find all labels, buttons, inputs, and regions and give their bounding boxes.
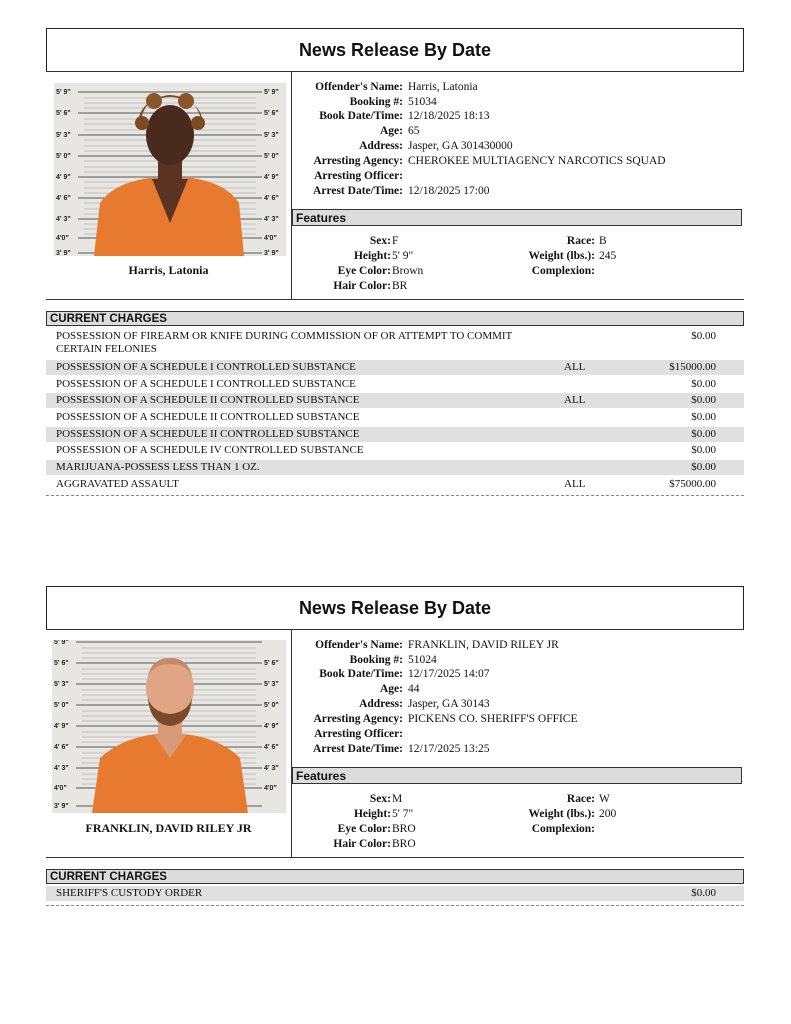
height-mark: 5' 0" <box>54 702 69 709</box>
agency-value: PICKENS CO. SHERIFF'S OFFICE <box>408 713 578 725</box>
charge-bond: $0.00 <box>691 330 716 342</box>
race-value: W <box>599 793 610 805</box>
race-label: Race: <box>566 235 595 247</box>
height-mark: 4' 6" <box>264 195 279 202</box>
offender-name-label: Offender's Name: <box>315 639 403 651</box>
weight-value: 245 <box>599 250 617 262</box>
agency-value: CHEROKEE MULTIAGENCY NARCOTICS SQUAD <box>408 155 666 167</box>
eye-color-value: BRO <box>392 823 416 835</box>
height-mark: 3' 9" <box>54 803 69 810</box>
height-mark: 5' 3" <box>264 132 279 139</box>
charge-row <box>46 330 744 358</box>
charge-condition: ALL <box>564 394 586 406</box>
hair-color-label: Hair Color: <box>333 280 391 292</box>
booking-label: Booking #: <box>349 96 403 108</box>
height-mark: 5' 6" <box>56 110 71 117</box>
officer-label: Arresting Officer: <box>314 170 403 182</box>
charge-row <box>46 886 744 901</box>
mugshot-photo <box>52 640 286 813</box>
height-mark: 5' 9" <box>264 89 279 96</box>
mugshot-photo <box>54 83 286 256</box>
arrest-datetime-label: Arrest Date/Time: <box>313 743 403 755</box>
charge-description: POSSESSION OF A SCHEDULE IV CONTROLLED SUBSTANCE <box>56 444 364 456</box>
book-datetime-value: 12/18/2025 18:13 <box>408 110 490 122</box>
height-mark: 5' 0" <box>264 702 279 709</box>
book-datetime-label: Book Date/Time: <box>319 110 403 122</box>
eye-color-label: Eye Color: <box>337 823 391 835</box>
charge-condition: ALL <box>564 361 586 373</box>
charge-description: POSSESSION OF A SCHEDULE II CONTROLLED SUBSTANCE <box>56 394 360 406</box>
arrest-datetime-label: Arrest Date/Time: <box>313 185 403 197</box>
charge-description: POSSESSION OF A SCHEDULE I CONTROLLED SUBSTANCE <box>56 361 356 373</box>
charge-row <box>46 427 744 442</box>
height-mark: 4' 6" <box>264 744 279 751</box>
age-value: 44 <box>408 683 420 695</box>
agency-label: Arresting Agency: <box>313 155 403 167</box>
offender-name-value: FRANKLIN, DAVID RILEY JR <box>408 639 559 651</box>
hair-color-label: Hair Color: <box>333 838 391 850</box>
charge-bond: $0.00 <box>691 461 716 473</box>
height-value: 5' 9" <box>392 250 414 262</box>
charge-bond: $15000.00 <box>669 361 716 373</box>
height-label: Height: <box>353 808 391 820</box>
record-separator <box>46 495 744 496</box>
height-mark: 4'0" <box>264 235 277 242</box>
hair-color-value: BR <box>392 280 408 292</box>
charge-bond: $0.00 <box>691 378 716 390</box>
height-mark: 4' 6" <box>54 744 69 751</box>
booking-value: 51034 <box>408 96 437 108</box>
address-value: Jasper, GA 301430000 <box>408 140 513 152</box>
charge-bond: $0.00 <box>691 411 716 423</box>
sex-label: Sex: <box>369 235 391 247</box>
record-title: News Release By Date <box>46 586 744 630</box>
book-datetime-label: Book Date/Time: <box>319 668 403 680</box>
charge-bond: $0.00 <box>691 394 716 406</box>
sex-value: M <box>392 793 403 805</box>
charge-bond: $0.00 <box>691 428 716 440</box>
height-mark: 5' 6" <box>54 660 69 667</box>
height-mark: 5' 9" <box>54 640 69 646</box>
charge-row <box>46 360 744 375</box>
height-mark: 4' 6" <box>56 195 71 202</box>
age-label: Age: <box>380 683 403 695</box>
eye-color-label: Eye Color: <box>337 265 391 277</box>
charge-condition: ALL <box>564 478 586 490</box>
charge-row <box>46 460 744 475</box>
height-mark: 5' 3" <box>264 681 279 688</box>
race-label: Race: <box>566 793 595 805</box>
offender-name-value: Harris, Latonia <box>408 81 478 93</box>
height-mark: 4' 9" <box>56 174 71 181</box>
charge-description: POSSESSION OF A SCHEDULE II CONTROLLED SUBSTANCE <box>56 428 360 440</box>
features-header: Features <box>292 767 742 784</box>
address-label: Address: <box>359 698 403 710</box>
hair-color-value: BRO <box>392 838 416 850</box>
charge-row <box>46 393 744 408</box>
charge-row <box>46 377 744 392</box>
features-header: Features <box>292 209 742 226</box>
height-mark: 5' 9" <box>56 89 71 96</box>
record-title: News Release By Date <box>46 28 744 72</box>
height-mark: 5' 3" <box>56 132 71 139</box>
charge-bond: $0.00 <box>691 444 716 456</box>
eye-color-value: Brown <box>392 265 424 277</box>
address-value: Jasper, GA 30143 <box>408 698 490 710</box>
charge-row <box>46 443 744 458</box>
weight-label: Weight (lbs.): <box>528 250 595 262</box>
record-franklin <box>46 586 744 911</box>
weight-value: 200 <box>599 808 617 820</box>
charge-bond: $0.00 <box>691 887 716 899</box>
sex-label: Sex: <box>369 793 391 805</box>
mugshot-caption: Harris, Latonia <box>128 263 209 277</box>
charge-row <box>46 410 744 425</box>
height-mark: 4' 9" <box>264 723 279 730</box>
height-mark: 4' 3" <box>264 765 279 772</box>
charge-row <box>46 477 744 492</box>
race-value: B <box>599 235 607 247</box>
charge-description: SHERIFF'S CUSTODY ORDER <box>56 887 203 899</box>
address-label: Address: <box>359 140 403 152</box>
height-mark: 5' 3" <box>54 681 69 688</box>
current-charges-header: CURRENT CHARGES <box>46 869 744 884</box>
offender-name-label: Offender's Name: <box>315 81 403 93</box>
height-mark: 4' 9" <box>54 723 69 730</box>
height-mark: 5' 0" <box>264 153 279 160</box>
height-mark: 4' 3" <box>56 216 71 223</box>
height-mark: 4'0" <box>54 785 67 792</box>
height-mark: 4'0" <box>56 235 69 242</box>
height-mark: 3' 9" <box>56 250 71 256</box>
sex-value: F <box>392 235 399 247</box>
charge-description: AGGRAVATED ASSAULT <box>56 478 179 490</box>
current-charges-header: CURRENT CHARGES <box>46 311 744 326</box>
height-mark: 4' 3" <box>54 765 69 772</box>
height-mark: 4' 3" <box>264 216 279 223</box>
mugshot-caption: FRANKLIN, DAVID RILEY JR <box>85 821 252 835</box>
booking-value: 51024 <box>408 654 437 666</box>
height-mark: 5' 6" <box>264 110 279 117</box>
age-label: Age: <box>380 125 403 137</box>
charge-description: POSSESSION OF A SCHEDULE II CONTROLLED SUBSTANCE <box>56 411 360 423</box>
book-datetime-value: 12/17/2025 14:07 <box>408 668 490 680</box>
height-mark: 4'0" <box>264 785 277 792</box>
charge-description: POSSESSION OF FIREARM OR KNIFE DURING COMMISSION OF OR ATTEMPT TO COMMIT CERTAIN FELONIES <box>56 330 513 355</box>
arrest-datetime-value: 12/17/2025 13:25 <box>408 743 490 755</box>
height-mark: 4' 9" <box>264 174 279 181</box>
weight-label: Weight (lbs.): <box>528 808 595 820</box>
agency-label: Arresting Agency: <box>313 713 403 725</box>
charge-description: POSSESSION OF A SCHEDULE I CONTROLLED SUBSTANCE <box>56 378 356 390</box>
charge-bond: $75000.00 <box>669 478 716 490</box>
charge-description: MARIJUANA-POSSESS LESS THAN 1 OZ. <box>56 461 260 473</box>
height-mark: 3' 9" <box>264 250 279 256</box>
record-harris <box>46 28 744 498</box>
complexion-label: Complexion: <box>531 265 595 277</box>
height-label: Height: <box>353 250 391 262</box>
record-separator <box>46 905 744 906</box>
booking-label: Booking #: <box>349 654 403 666</box>
age-value: 65 <box>408 125 420 137</box>
complexion-label: Complexion: <box>531 823 595 835</box>
height-mark: 5' 6" <box>264 660 279 667</box>
arrest-datetime-value: 12/18/2025 17:00 <box>408 185 490 197</box>
officer-label: Arresting Officer: <box>314 728 403 740</box>
height-value: 5' 7" <box>392 808 414 820</box>
height-mark: 5' 0" <box>56 153 71 160</box>
